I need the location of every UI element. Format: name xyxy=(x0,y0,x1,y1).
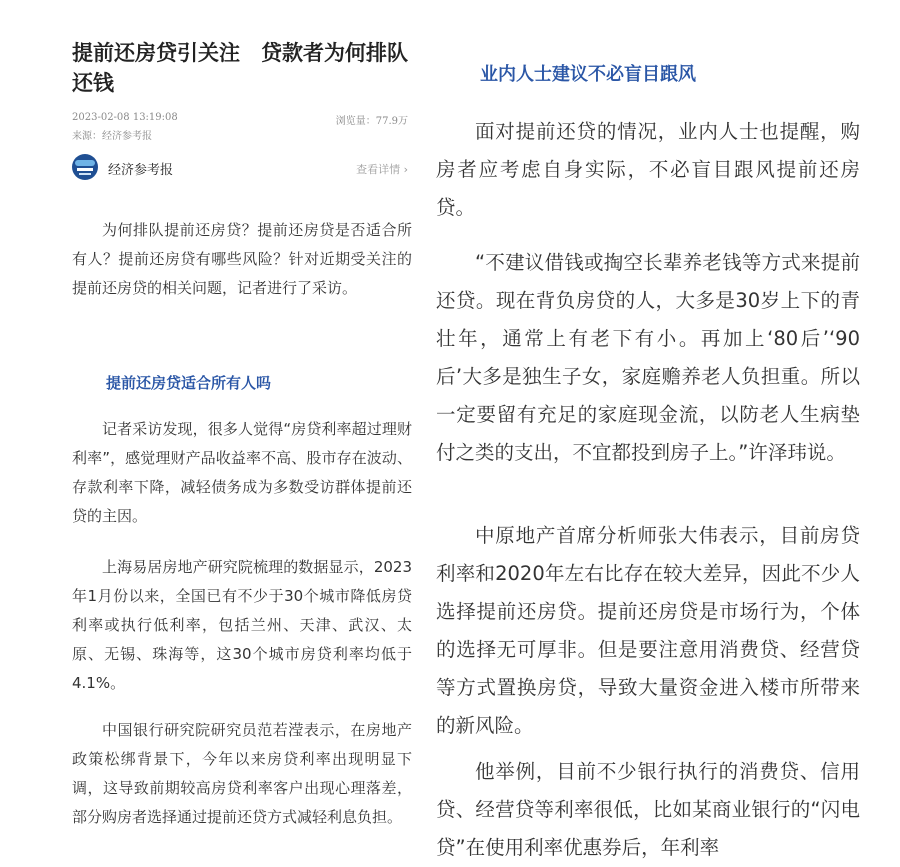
article-source: 来源：经济参考报 xyxy=(72,131,152,142)
chevron-right-icon: › xyxy=(403,163,408,176)
body-paragraph: 中国银行研究院研究员范若滢表示，在房地产政策松绑背景下，今年以来房贷利率出现明显下调，这导致前期较高房贷利率客户出现心理落差，部分购房者选择通过提前还贷方式减轻利息负担。 xyxy=(72,721,412,826)
view-details-label: 查看详情 xyxy=(356,163,401,176)
intro-paragraph: 为何排队提前还房贷？提前还房贷是否适合所有人？提前还房贷有哪些风险？针对近期受关注的提前还房贷的相关问题，记者进行了采访。 xyxy=(72,221,412,297)
publish-datetime: 2023-02-08 13:19:08 xyxy=(72,112,178,123)
section-subheading: 提前还房贷适合所有人吗 xyxy=(106,374,272,392)
section-subheading: 业内人士建议不必盲目跟风 xyxy=(480,64,696,85)
view-count: 浏览量：77.9万 xyxy=(335,116,408,127)
body-paragraph: 中原地产首席分析师张大伟表示，目前房贷利率和2020年左右比存在较大差异，因此不少人选择提前还房贷。提前还房贷是市场行为，个体的选择无可厚非。但是要注意用消费贷、经营贷等方式置换房贷，导致大量资金进入楼市所带来的新风险。 xyxy=(436,524,860,737)
body-paragraph: 面对提前还贷的情况，业内人士也提醒，购房者应考虑自身实际，不必盲目跟风提前还房贷。 xyxy=(436,120,860,219)
body-paragraph: 他举例，目前不少银行执行的消费贷、信用贷、经营贷等利率很低，比如某商业银行的“闪电贷”在使用利率优惠券后，年利率 xyxy=(436,760,860,859)
publisher-row xyxy=(72,154,412,182)
publisher-logo-icon xyxy=(72,154,98,180)
article-title: 提前还房贷引关注 贷款者为何排队还钱 xyxy=(72,41,408,95)
view-details-link[interactable] xyxy=(356,161,408,177)
body-paragraph: 记者采访发现，很多人觉得“房贷利率超过理财利率”，感觉理财产品收益率不高、股市存在波动、存款利率下降，减轻债务成为多数受访群体提前还贷的主因。 xyxy=(72,420,412,525)
body-paragraph: 上海易居房地产研究院梳理的数据显示，2023年1月份以来，全国已有不少于30个城市降低房贷利率或执行低利率，包括兰州、天津、武汉、太原、无锡、珠海等，这30个城市房贷利率均低于4.1%。 xyxy=(72,558,412,692)
body-paragraph: “不建议借钱或掏空长辈养老钱等方式来提前还贷。现在背负房贷的人，大多是30岁上下的青壮年，通常上有老下有小。再加上‘80后’‘90后’大多是独生子女，家庭赡养老人负担重。所以一定要留有充足的家庭现金流，以防老人生病垫付之类的支出，不宜都投到房子上。”许泽玮说。 xyxy=(436,251,860,464)
publisher-name[interactable]: 经济参考报 xyxy=(108,163,174,178)
